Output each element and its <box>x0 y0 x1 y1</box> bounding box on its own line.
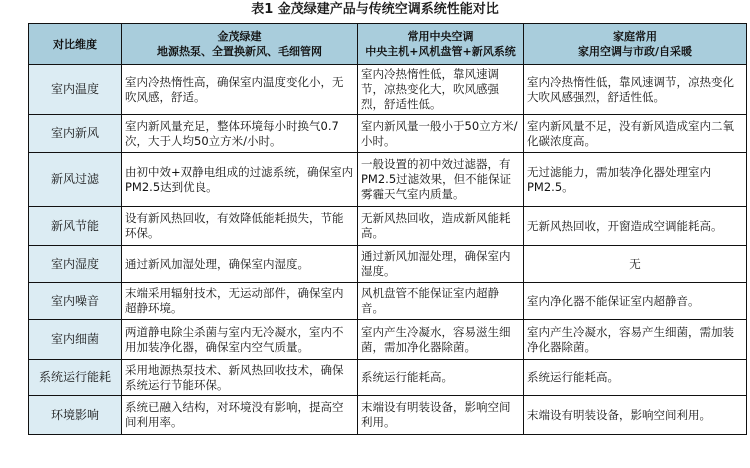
header-jinmao-subtitle: 地源热泵、全置换新风、毛细管网 <box>157 45 322 58</box>
cell-jinmao: 采用地源热泵技术、新风热回收技术，确保系统运行节能环保。 <box>122 360 358 396</box>
cell-central: 系统运行能耗高。 <box>358 360 524 396</box>
cell-home: 无 <box>524 246 747 283</box>
header-jinmao <box>122 24 358 65</box>
cell-home: 无新风热回收，开窗造成空调能耗高。 <box>524 207 747 246</box>
row-dimension: 室内新风 <box>29 115 122 153</box>
cell-central: 末端设有明装设备，影响空间利用。 <box>358 396 524 435</box>
cell-home: 系统运行能耗高。 <box>524 360 747 396</box>
cell-home: 室内冷热惰性低，靠风速调节，凉热变化大吹风感强烈，舒适性低。 <box>524 65 747 115</box>
table-row <box>29 360 747 396</box>
table-row <box>29 207 747 246</box>
row-dimension: 新风节能 <box>29 207 122 246</box>
cell-central: 通过新风加湿处理，确保室内湿度。 <box>358 246 524 283</box>
header-central <box>358 24 524 65</box>
row-dimension: 室内噪音 <box>29 283 122 320</box>
cell-central: 室内新风量一般小于50立方米/小时。 <box>358 115 524 153</box>
cell-jinmao: 设有新风热回收，有效降低能耗损失，节能环保。 <box>122 207 358 246</box>
header-jinmao-title: 金茂绿建 <box>217 30 262 43</box>
cell-central: 无新风热回收，造成新风能耗高。 <box>358 207 524 246</box>
header-central-subtitle: 中央主机+风机盘管+新风系统 <box>365 45 516 58</box>
table-row <box>29 283 747 320</box>
header-home <box>524 24 747 65</box>
table-row <box>29 115 747 153</box>
comparison-table <box>28 23 747 435</box>
cell-central: 室内产生冷凝水，容易滋生细菌，需加净化器除菌。 <box>358 320 524 360</box>
row-dimension: 室内细菌 <box>29 320 122 360</box>
cell-jinmao: 两道静电除尘杀菌与室内无冷凝水，室内不用加装净化器，确保室内空气质量。 <box>122 320 358 360</box>
header-dimension: 对比维度 <box>29 24 122 65</box>
cell-home: 无过滤能力，需加装净化器处理室内PM2.5。 <box>524 153 747 207</box>
table-row <box>29 65 747 115</box>
cell-home: 室内新风量不足，没有新风造成室内二氧化碳浓度高。 <box>524 115 747 153</box>
cell-jinmao: 系统已融入结构，对环境没有影响，提高空间利用率。 <box>122 396 358 435</box>
header-central-title: 常用中央空调 <box>407 30 474 43</box>
table-row <box>29 246 747 283</box>
cell-home: 室内净化器不能保证室内超静音。 <box>524 283 747 320</box>
row-dimension: 系统运行能耗 <box>29 360 122 396</box>
row-dimension: 室内温度 <box>29 65 122 115</box>
table-row <box>29 320 747 360</box>
cell-jinmao: 末端采用辐射技术，无运动部件，确保室内超静环境。 <box>122 283 358 320</box>
cell-central: 一般设置的初中效过滤器，有PM2.5过滤效果，但不能保证雾霾天气室内质量。 <box>358 153 524 207</box>
table-row <box>29 153 747 207</box>
cell-jinmao: 室内冷热惰性高，确保室内温度变化小，无吹风感，舒适。 <box>122 65 358 115</box>
row-dimension: 新风过滤 <box>29 153 122 207</box>
header-home-subtitle: 家用空调与市政/自采暖 <box>577 45 693 58</box>
cell-jinmao: 通过新风加湿处理，确保室内湿度。 <box>122 246 358 283</box>
cell-jinmao: 室内新风量充足，整体环境每小时换气0.7次，大于人均50立方米/小时。 <box>122 115 358 153</box>
table-caption: 表1 金茂绿建产品与传统空调系统性能对比 <box>251 2 499 17</box>
cell-central: 风机盘管不能保证室内超静音。 <box>358 283 524 320</box>
table-header-row <box>29 24 747 65</box>
cell-home: 室内产生冷凝水，容易产生细菌，需加装净化器除菌。 <box>524 320 747 360</box>
cell-home: 末端设有明装设备，影响空间利用。 <box>524 396 747 435</box>
header-home-title: 家庭常用 <box>613 30 657 43</box>
cell-jinmao: 由初中效+双静电组成的过滤系统，确保室内PM2.5达到优良。 <box>122 153 358 207</box>
row-dimension: 环境影响 <box>29 396 122 435</box>
cell-central: 室内冷热惰性低，靠风速调节，凉热变化大，吹风感强烈，舒适性低。 <box>358 65 524 115</box>
table-row <box>29 396 747 435</box>
row-dimension: 室内湿度 <box>29 246 122 283</box>
